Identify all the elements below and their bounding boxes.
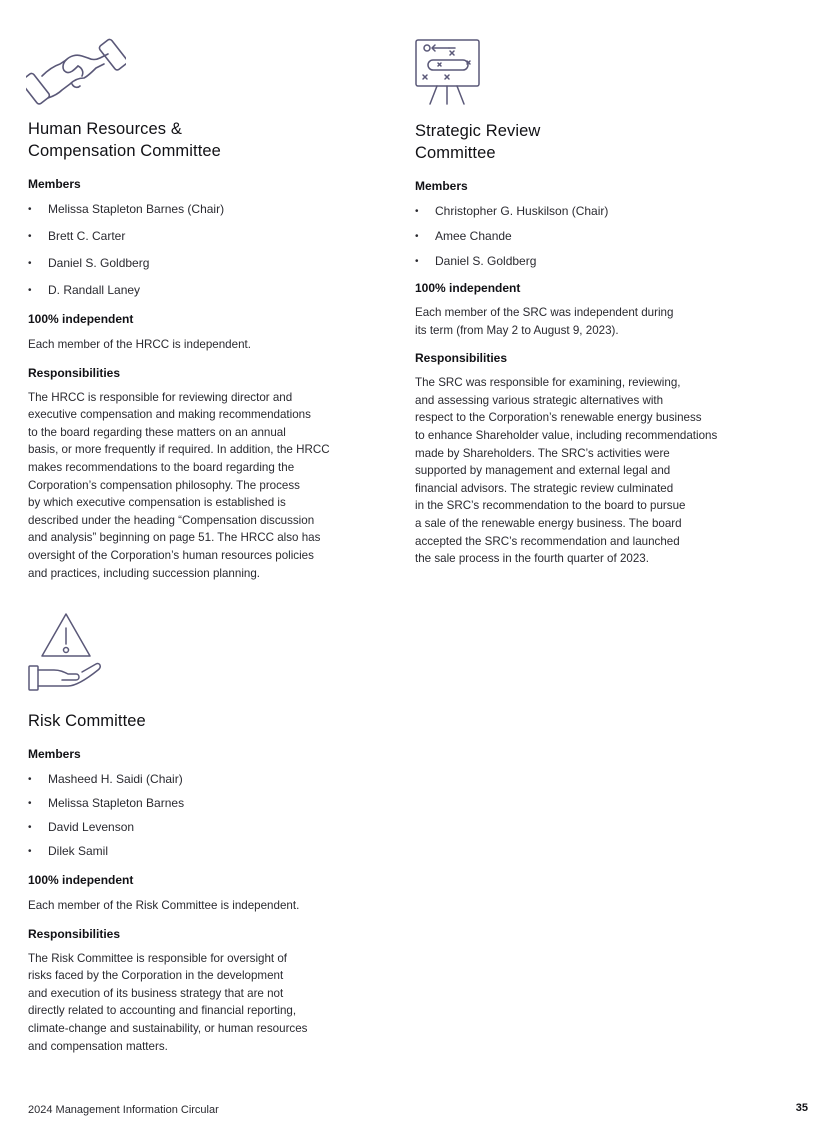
- text-line: accepted the SRC’s recommendation and launched: [415, 534, 680, 548]
- list-item: • David Levenson: [28, 820, 373, 835]
- text-line: supported by management and external legal and: [415, 464, 671, 478]
- risk-responsibilities-text: [28, 950, 373, 1056]
- text-line: Corporation’s compensation philosophy. The process: [28, 478, 300, 492]
- text-line: executive compensation and making recommendations: [28, 408, 311, 422]
- hrcc-title-line: Compensation Committee: [28, 142, 221, 160]
- hrcc-section: [28, 38, 373, 582]
- text-line: in the SRC’s recommendation to the board to pursue: [415, 499, 686, 513]
- hrcc-responsibilities-heading: Responsibilities: [28, 365, 121, 380]
- strategy-board-icon: [415, 38, 775, 108]
- text-line: makes recommendations to the board regarding the: [28, 460, 295, 474]
- risk-section: [28, 612, 373, 1055]
- hrcc-members-list: [28, 202, 373, 298]
- text-line: basis, or more frequently if required. In addition, the HRCC: [28, 443, 330, 457]
- risk-title: [28, 710, 373, 732]
- handshake-icon: [26, 38, 373, 108]
- src-section: [415, 38, 775, 568]
- text-line: the sale process in the fourth quarter of 2023.: [415, 552, 649, 566]
- src-members-list: [415, 204, 775, 269]
- src-title-line: Committee: [415, 144, 496, 162]
- list-item: • Melissa Stapleton Barnes: [28, 796, 373, 811]
- src-title-line: Strategic Review: [415, 122, 541, 140]
- text-line: by which executive compensation is established is: [28, 496, 286, 510]
- hrcc-title: [28, 118, 373, 162]
- hand-warning-icon: [28, 612, 373, 694]
- text-line: The HRCC is responsible for reviewing director and: [28, 390, 293, 404]
- text-line: and assessing various strategic alternatives with: [415, 393, 664, 407]
- list-item: • Dilek Samil: [28, 844, 373, 859]
- text-line: to enhance Shareholder value, including recommendations: [415, 428, 718, 442]
- hrcc-title-line: Human Resources &: [28, 120, 182, 138]
- hrcc-independence-heading: 100% independent: [28, 312, 134, 326]
- risk-members-heading: Members: [28, 747, 81, 761]
- risk-members-list: [28, 772, 373, 859]
- src-responsibilities-heading: Responsibilities: [415, 351, 508, 366]
- page-number: 35: [795, 1102, 808, 1114]
- text-line: described under the heading “Compensation discussion: [28, 513, 315, 527]
- risk-independence-text: Each member of the Risk Committee is independent.: [28, 899, 300, 912]
- text-line: The Risk Committee is responsible for oversight of: [28, 951, 288, 965]
- list-item: • D. Randall Laney: [28, 283, 373, 298]
- text-line: climate-change and sustainability, or human resources: [28, 1021, 308, 1035]
- src-members-heading: Members: [415, 179, 468, 193]
- list-item: • Daniel S. Goldberg: [28, 256, 373, 271]
- src-independence-text: [415, 304, 775, 339]
- text-line: risks faced by the Corporation in the development: [28, 969, 284, 983]
- text-line: and analysis” beginning on page 51. The HRCC also has: [28, 531, 321, 545]
- text-line: made by Shareholders. The SRC’s activities were: [415, 446, 670, 460]
- list-item: • Amee Chande: [415, 229, 775, 244]
- risk-title-line: Risk Committee: [28, 712, 146, 730]
- hrcc-members-heading: Members: [28, 177, 81, 191]
- list-item: • Brett C. Carter: [28, 229, 373, 244]
- text-line: respect to the Corporation’s renewable energy business: [415, 411, 702, 425]
- risk-responsibilities-heading: Responsibilities: [28, 926, 121, 941]
- list-item: • Daniel S. Goldberg: [415, 254, 775, 269]
- hrcc-independence-text: Each member of the HRCC is independent.: [28, 338, 251, 351]
- list-item: • Melissa Stapleton Barnes (Chair): [28, 202, 373, 217]
- text-line: and practices, including succession planning.: [28, 566, 261, 580]
- text-line: and compensation matters.: [28, 1039, 168, 1053]
- text-line: oversight of the Corporation’s human resources policies: [28, 548, 314, 562]
- text-line: directly related to accounting and financial reporting,: [28, 1004, 297, 1018]
- footer-document-title: 2024 Management Information Circular: [28, 1104, 219, 1116]
- risk-independence-heading: 100% independent: [28, 873, 134, 887]
- text-line: to the board regarding these matters on an annual: [28, 425, 286, 439]
- list-item: • Masheed H. Saidi (Chair): [28, 772, 373, 787]
- list-item: • Christopher G. Huskilson (Chair): [415, 204, 775, 219]
- text-line: and execution of its business strategy that are not: [28, 986, 284, 1000]
- src-title: [415, 120, 775, 164]
- text-line: a sale of the renewable energy business. The board: [415, 516, 682, 530]
- src-independence-heading: 100% independent: [415, 281, 521, 295]
- text-line: its term (from May 2 to August 9, 2023).: [415, 323, 619, 337]
- text-line: The SRC was responsible for examining, reviewing,: [415, 376, 681, 390]
- hrcc-responsibilities-text: [28, 389, 373, 583]
- text-line: Each member of the SRC was independent during: [415, 306, 674, 319]
- text-line: financial advisors. The strategic review culminated: [415, 481, 674, 495]
- src-responsibilities-text: [415, 374, 775, 568]
